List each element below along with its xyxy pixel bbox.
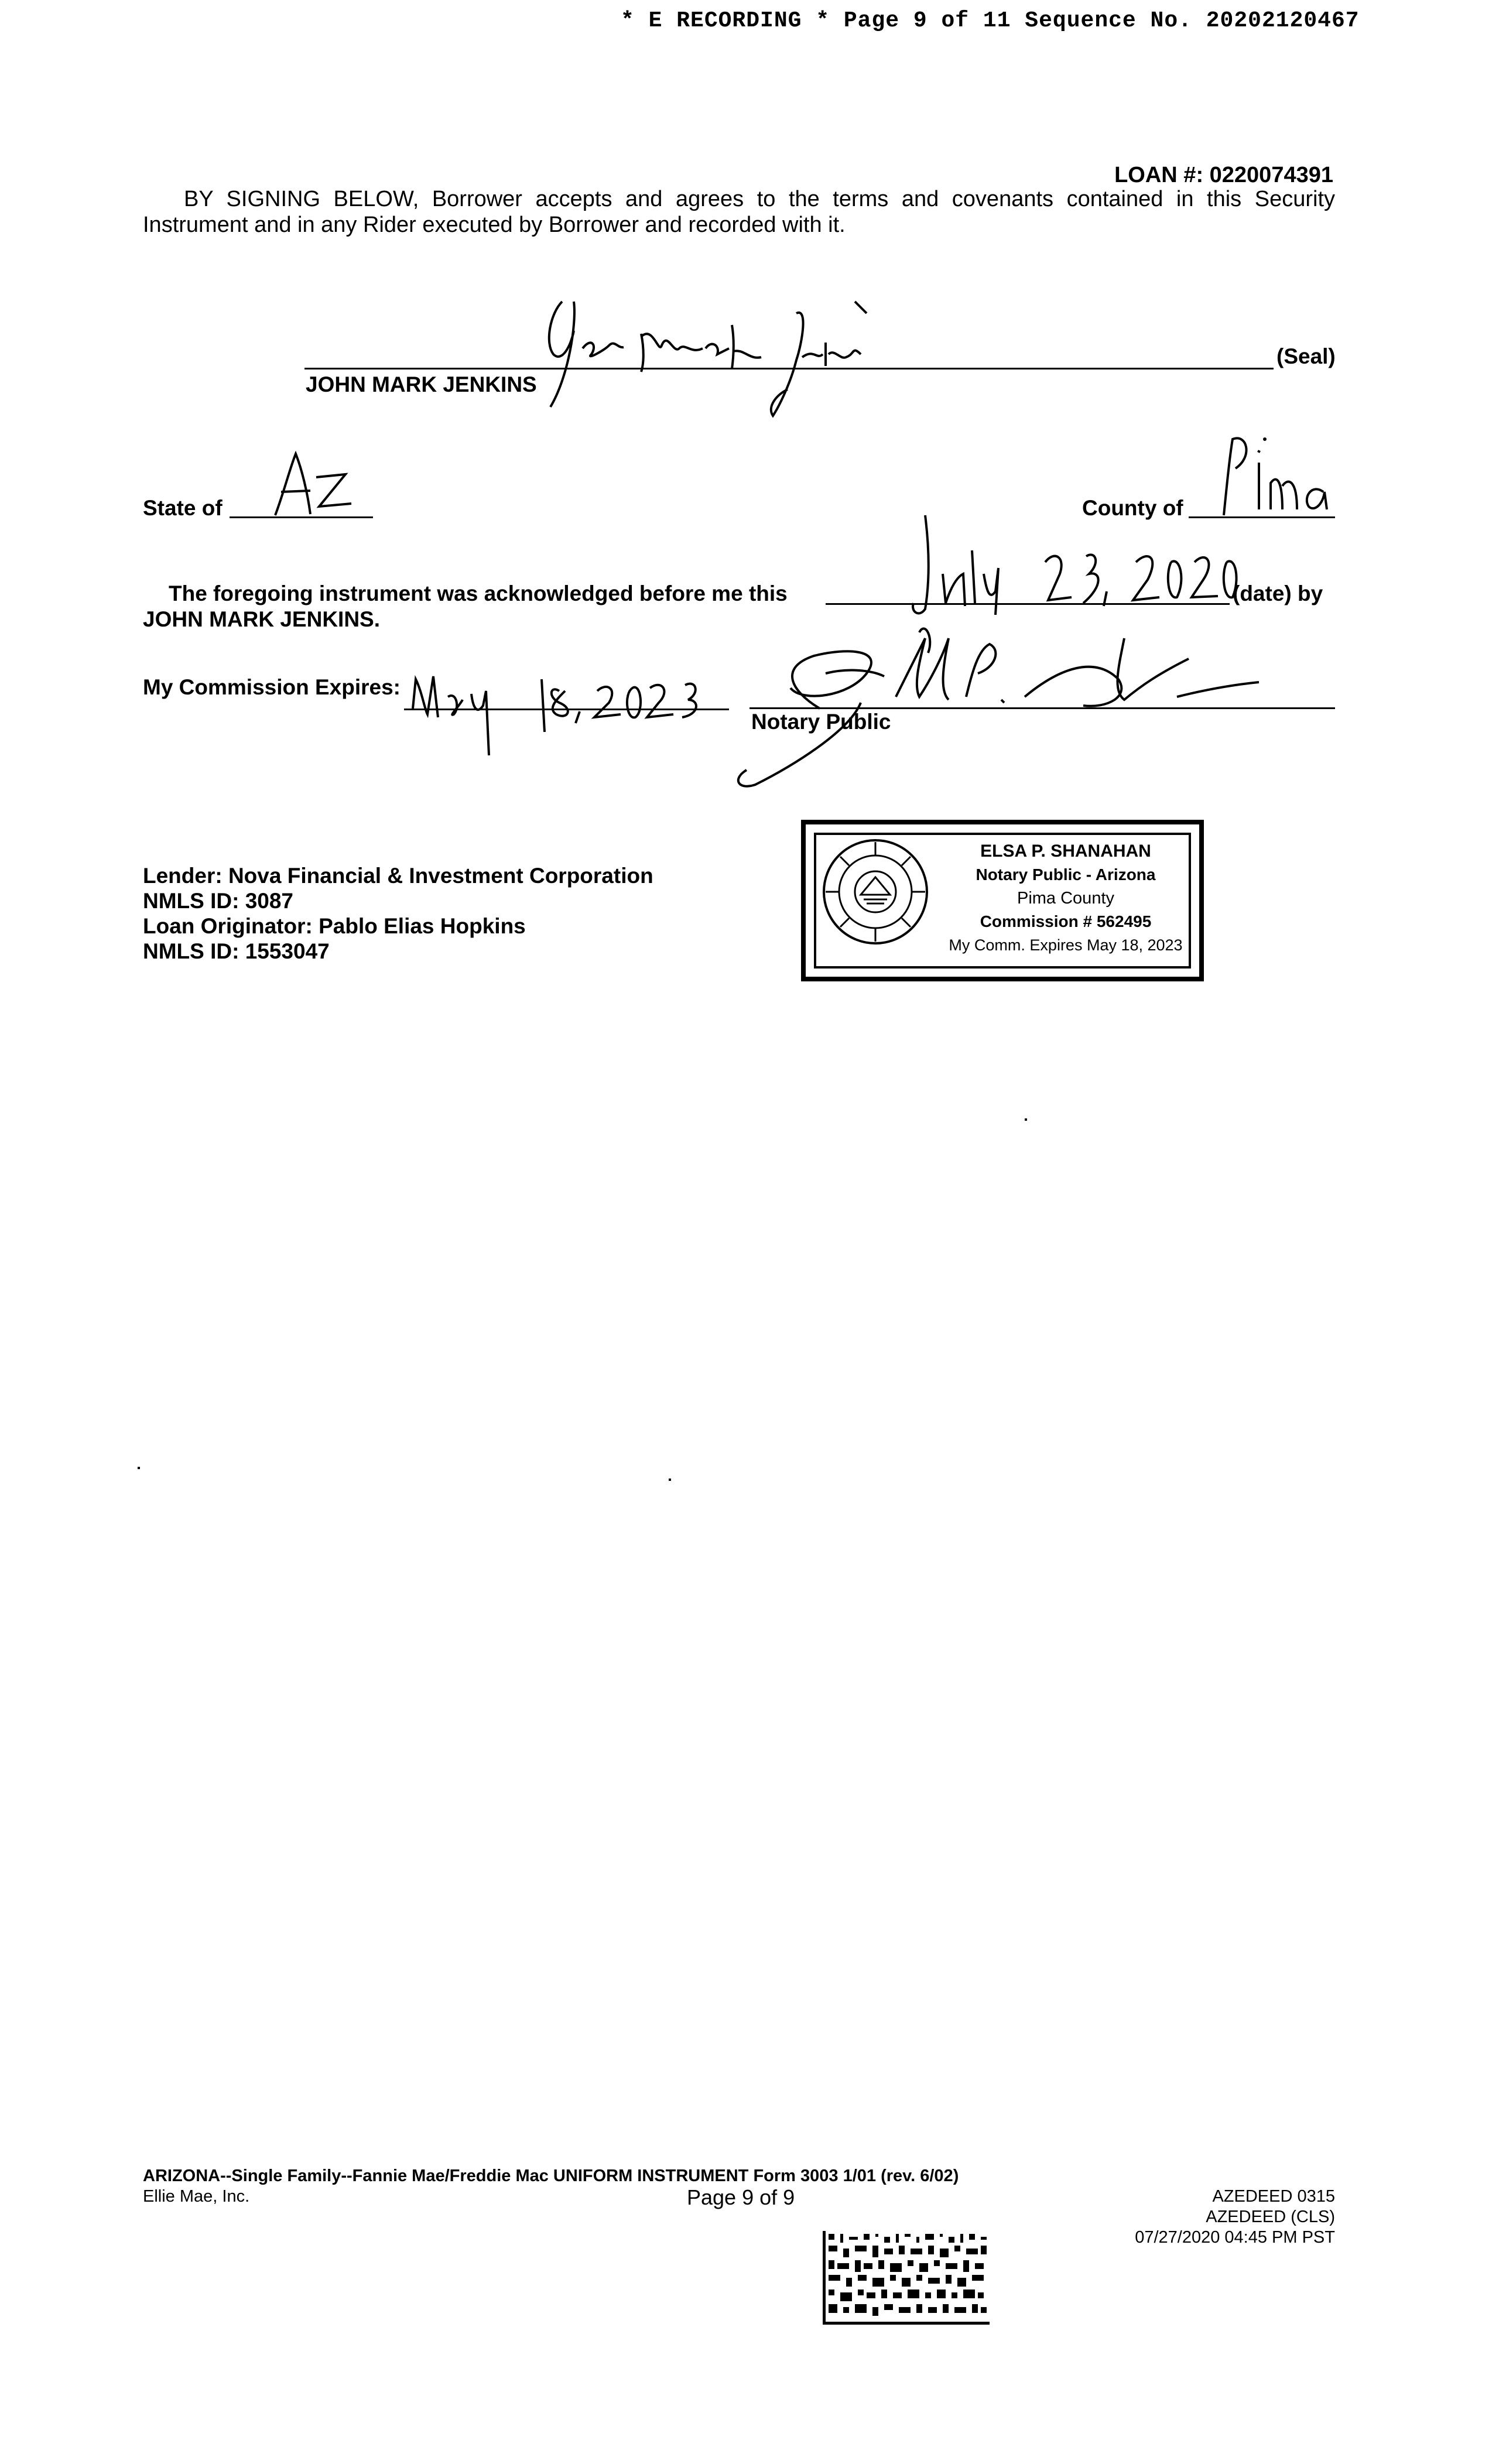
foregoing-text: The foregoing instrument was acknowledged before me this: [169, 581, 788, 605]
date-suffix: (date) by: [1233, 581, 1323, 605]
signing-statement-text: BY SIGNING BELOW, Borrower accepts and agrees to the terms and covenants contained in this Security Instrument and in any Rider executed by Borrower and recorded with it.: [143, 187, 1335, 237]
speck: [669, 1479, 671, 1481]
footer-page: Page 9 of 9: [687, 2185, 795, 2209]
originator-line: Loan Originator: Pablo Elias Hopkins: [143, 914, 526, 938]
speck: [1025, 1118, 1027, 1121]
signing-statement: [143, 186, 1335, 238]
barcode-icon: [823, 2231, 990, 2325]
state-seal-icon: [820, 836, 931, 947]
footer-timestamp: 07/27/2020 04:45 PM PST: [1135, 2228, 1335, 2247]
commission-label: My Commission Expires:: [143, 675, 401, 699]
notary-stamp-county: Pima County: [1017, 889, 1114, 908]
notary-public-label: Notary Public: [751, 710, 891, 734]
recording-header: * E RECORDING * Page 9 of 11 Sequence No. 20202120467: [621, 8, 1360, 33]
footer-form-line: ARIZONA--Single Family--Fannie Mae/Freddie Mac UNIFORM INSTRUMENT Form 3003 1/01 (rev. 6/02): [143, 2167, 959, 2185]
notary-signature: [673, 603, 1294, 814]
state-label: State of: [143, 496, 223, 520]
originator-nmls: NMLS ID: 1553047: [143, 939, 330, 963]
notary-stamp-title: Notary Public - Arizona: [976, 865, 1156, 884]
state-handwriting: [252, 445, 357, 521]
loan-number: LOAN #: 0220074391: [1114, 163, 1333, 187]
speck: [138, 1467, 140, 1469]
county-label: County of: [1082, 496, 1183, 520]
footer-code1: AZEDEED 0315: [1212, 2187, 1335, 2206]
lender-line: Lender: Nova Financial & Investment Corporation: [143, 864, 653, 888]
notary-stamp: [801, 820, 1204, 981]
seal-label: (Seal): [1276, 344, 1336, 368]
acknowledged-name: JOHN MARK JENKINS.: [143, 607, 380, 631]
lender-nmls: NMLS ID: 3087: [143, 889, 294, 913]
notary-stamp-name: ELSA P. SHANAHAN: [980, 841, 1151, 861]
footer-vendor: Ellie Mae, Inc.: [143, 2187, 250, 2206]
notary-stamp-expires: My Comm. Expires May 18, 2023: [949, 936, 1183, 954]
notary-stamp-commission: Commission # 562495: [980, 912, 1152, 930]
borrower-name: JOHN MARK JENKINS: [306, 372, 537, 396]
footer-code2: AZEDEED (CLS): [1206, 2208, 1335, 2226]
borrower-signature: [527, 290, 925, 430]
